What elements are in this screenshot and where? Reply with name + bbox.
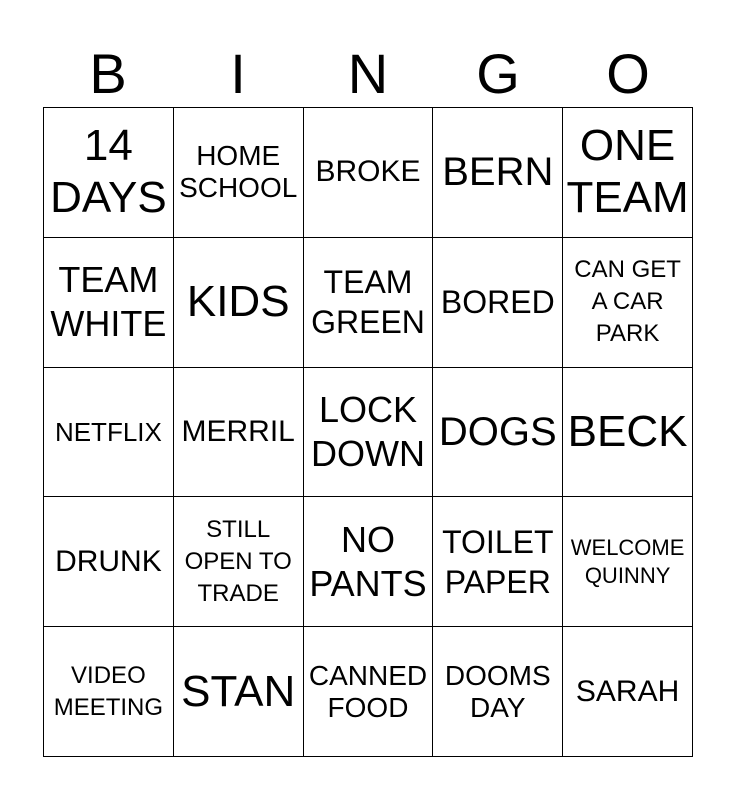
header-letter-n: N: [347, 42, 389, 105]
bingo-header: [43, 40, 693, 108]
bingo-cell[interactable]: [174, 368, 304, 498]
cell-text: 14 DAYS: [50, 121, 167, 223]
cell-text: TEAM WHITE: [50, 259, 167, 345]
cell-text: MERRIL: [181, 414, 295, 448]
cell-text: BROKE: [315, 155, 421, 189]
bingo-cell[interactable]: [563, 238, 693, 368]
cell-text: KIDS: [186, 277, 290, 327]
bingo-cell[interactable]: [433, 108, 563, 238]
cell-text: HOME SCHOOL: [179, 140, 298, 204]
bingo-cell[interactable]: [304, 368, 434, 498]
cell-text: TOILET PAPER: [442, 523, 554, 600]
cell-text: NO PANTS: [309, 518, 427, 604]
bingo-cell[interactable]: [433, 497, 563, 627]
bingo-cell[interactable]: [44, 238, 174, 368]
bingo-cell[interactable]: [563, 627, 693, 757]
bingo-cell[interactable]: [304, 497, 434, 627]
cell-text: SARAH: [575, 674, 680, 708]
bingo-cell[interactable]: [174, 627, 304, 757]
cell-text: WELCOME QUINNY: [570, 534, 685, 588]
cell-text: DOOMS DAY: [444, 659, 551, 723]
bingo-cell[interactable]: [304, 627, 434, 757]
cell-text: DOGS: [438, 409, 557, 454]
cell-text: STAN: [181, 666, 296, 716]
cell-text: CANNED FOOD: [308, 659, 428, 723]
bingo-cell[interactable]: [44, 108, 174, 238]
header-letter-o: O: [606, 42, 650, 105]
bingo-cell[interactable]: [174, 108, 304, 238]
bingo-cell[interactable]: [174, 238, 304, 368]
cell-text: LOCK DOWN: [311, 388, 425, 474]
header-letter-b: B: [89, 42, 127, 105]
bingo-cell[interactable]: [433, 627, 563, 757]
bingo-cell[interactable]: [44, 368, 174, 498]
bingo-cell[interactable]: [433, 368, 563, 498]
cell-text: BECK: [567, 406, 688, 456]
bingo-cell[interactable]: [304, 108, 434, 238]
bingo-cell[interactable]: [563, 497, 693, 627]
bingo-cell[interactable]: [174, 497, 304, 627]
bingo-cell[interactable]: [44, 627, 174, 757]
bingo-cell[interactable]: [563, 368, 693, 498]
cell-text: ONE TEAM: [566, 121, 689, 223]
bingo-card-grid: [43, 107, 693, 757]
header-letter-g: G: [476, 42, 520, 105]
bingo-cell[interactable]: [44, 497, 174, 627]
cell-text: VIDEO MEETING: [53, 661, 164, 721]
bingo-cell[interactable]: [563, 108, 693, 238]
cell-text: NETFLIX: [54, 416, 162, 447]
bingo-cell[interactable]: [304, 238, 434, 368]
cell-text: TEAM GREEN: [311, 264, 425, 341]
cell-text: CAN GET A CAR PARK: [574, 256, 681, 348]
bingo-cell[interactable]: [433, 238, 563, 368]
cell-text: STILL OPEN TO TRADE: [184, 515, 292, 607]
cell-text: DRUNK: [55, 544, 162, 578]
header-letter-i: I: [230, 42, 246, 105]
cell-text: BORED: [440, 284, 555, 321]
cell-text: BERN: [442, 150, 554, 195]
